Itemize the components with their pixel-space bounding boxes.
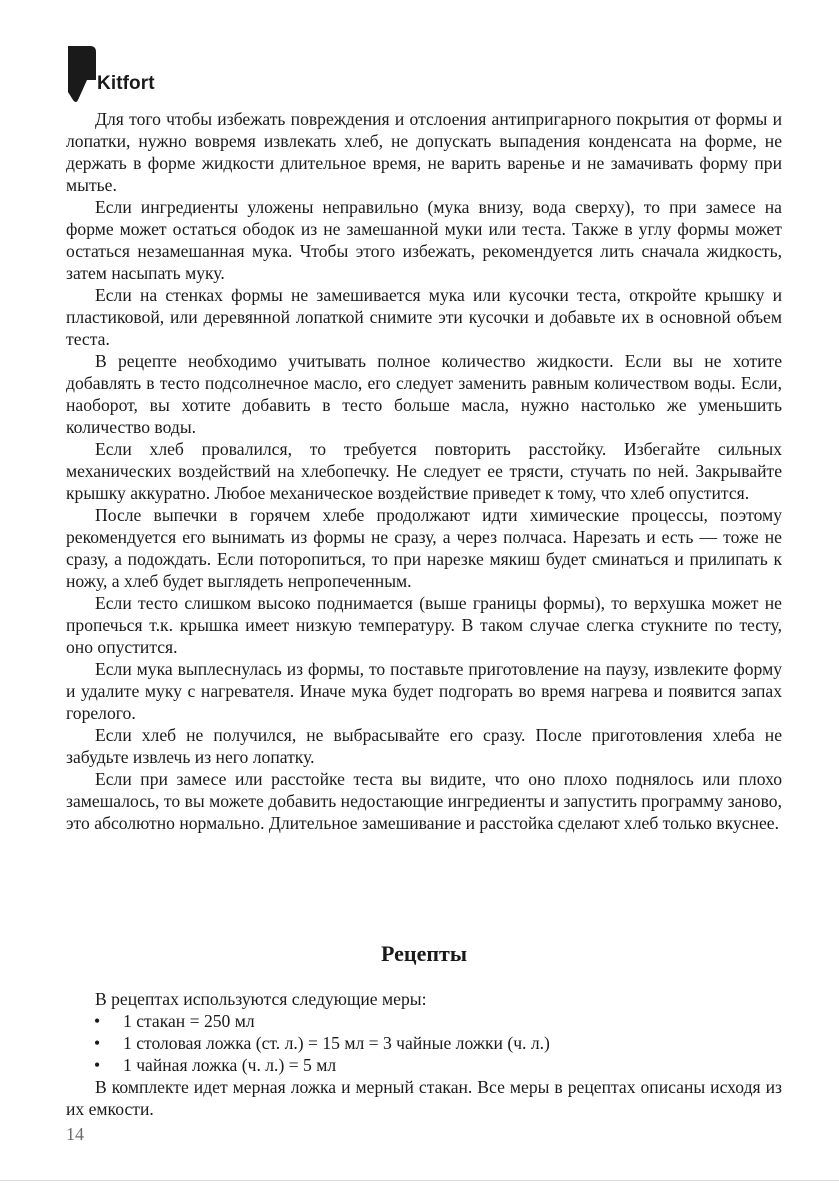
paragraph-after-baking: После выпечки в горячем хлебе продолжают идти химические процессы, поэтому рекомендуется его вынимать из формы не сразу, а через полчаса. Нарезать и есть — тоже не сразу, а подождать. Если поторопиться, то при нарезке мякиш будет сминаться и прилипать к ножу, а хлеб будет выглядеть непропеченным.: [66, 505, 782, 591]
recipes-note: В комплекте идет мерная ложка и мерный стакан. Все меры в рецептах описаны исходя из их емкости.: [66, 1077, 782, 1119]
paragraph-walls: Если на стенках формы не замешивается мука или кусочки теста, откройте крышку и пластиковой, или деревянной лопаткой снимите эти кусочки и добавьте их в основной объем теста.: [66, 285, 782, 349]
brand-logo: [66, 46, 206, 106]
paragraph-coating: Для того чтобы избежать повреждения и отслоения антипригарного покрытия от формы и лопатки, нужно вовремя извлекать хлеб, не допускать выпадения конденсата на форме, не держать в форме жидкости длительное время, не варить варенье и не замачивать форму при мытье.: [66, 109, 782, 195]
page-bottom-divider: [0, 1180, 839, 1181]
recipes-intro: В рецептах используются следующие меры:: [95, 989, 427, 1009]
page-number: 14: [66, 1124, 84, 1144]
paragraph-dough-rises: Если тесто слишком высоко поднимается (выше границы формы), то верхушка может не пропечься т.к. крышка имеет низкую температуру. В таком случае слегка стукните по тесту, оно опустится.: [66, 593, 782, 657]
paragraph-collapsed-bread: Если хлеб провалился, то требуется повторить расстойку. Избегайте сильных механических воздействий на хлебопечку. Не следует ее трясти, стучать по ней. Закрывайте крышку аккуратно. Любое механическое воздействие приведет к тому, что хлеб опустится.: [66, 439, 782, 503]
measure-text: 1 столовая ложка (ст. л.) = 15 мл = 3 чайные ложки (ч. л.): [123, 1033, 550, 1053]
bullet-icon: •: [94, 1011, 101, 1031]
paragraph-ingredients: Если ингредиенты уложены неправильно (мука внизу, вода сверху), то при замесе на форме может остаться ободок из не замешанной муки или теста. Также в углу формы может остаться незамешанная мука. Чтобы этого избежать, рекомендуется лить сначала жидкость, затем насыпать муку.: [66, 197, 782, 283]
measure-text: 1 чайная ложка (ч. л.) = 5 мл: [123, 1055, 337, 1075]
paragraph-liquid: В рецепте необходимо учитывать полное количество жидкости. Если вы не хотите добавлять в тесто подсолнечное масло, его следует заменить равным количеством воды. Если, наоборот, вы хотите добавить в тесто больше масла, нужно настолько же уменьшить количество воды.: [66, 351, 782, 437]
recipes-section: [66, 988, 782, 1120]
paragraph-flour-spill: Если мука выплеснулась из формы, то поставьте приготовление на паузу, извлеките форму и удалите муку с нагревателя. Иначе мука будет подгорать во время нагрева и появится запах горелого.: [66, 659, 782, 723]
bullet-icon: •: [94, 1033, 101, 1053]
list-item: [66, 1054, 782, 1076]
list-item: [66, 1010, 782, 1032]
measures-list: [66, 1010, 782, 1076]
list-item: [66, 1032, 782, 1054]
measure-text: 1 стакан = 250 мл: [123, 1011, 255, 1031]
section-heading-recipes: Рецепты: [380, 941, 467, 966]
kitfort-logo-icon: [66, 46, 96, 106]
body-text: [66, 108, 782, 834]
paragraph-failed-bread: Если хлеб не получился, не выбрасывайте его сразу. После приготовления хлеба не забудьте извлечь из него лопатку.: [66, 725, 782, 767]
paragraph-add-ingredients: Если при замесе или расстойке теста вы видите, что оно плохо поднялось или плохо замешалось, то вы можете добавить недостающие ингредиенты и запустить программу заново, это абсолютно нормально. Длительное замешивание и расстойка сделают хлеб только вкуснее.: [66, 769, 782, 833]
brand-name: Kitfort: [97, 73, 155, 94]
bullet-icon: •: [94, 1055, 101, 1075]
